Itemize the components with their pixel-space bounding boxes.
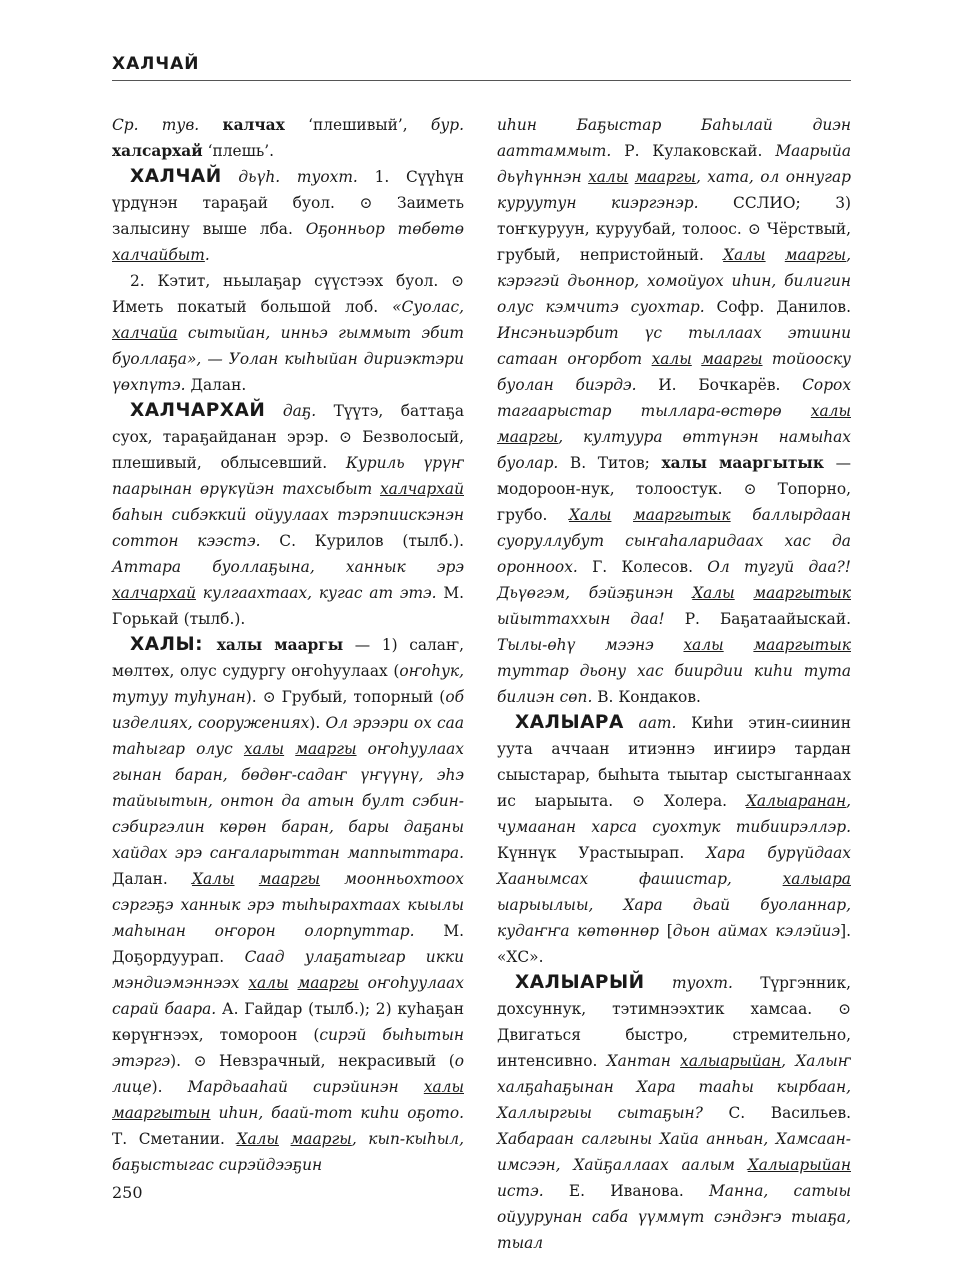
text-run: Күннүк Урастыырап. <box>497 844 707 862</box>
text-run: . <box>204 246 210 264</box>
text-run: , кэрэгэй дьоннор, хомойуох иһин, билигин олус кэмчитэ суохтар. <box>497 246 851 316</box>
text-run <box>692 350 701 368</box>
text-run: Халыаранан <box>745 792 847 810</box>
running-head-title: ХАЛЧАЙ <box>112 54 200 74</box>
text-run: моонньохтоох сэргэҕэ ханнык эрэ тыһырахтаах кыылы маһынан оҥорон олорпуттар. <box>112 870 464 940</box>
text-run: халчайа <box>112 324 178 342</box>
text-run: Т. Сметании. <box>112 1130 237 1148</box>
text-run: , Халыҥ халҕаһаҕынан Хара тааһы кырбаан, Халлыргыы сытаҕын? <box>497 1052 851 1122</box>
dictionary-paragraph <box>497 710 851 970</box>
text-run: Хара бурүйдаах Хаанымсах фашистар, <box>497 844 851 888</box>
text-run: Халы <box>568 506 612 524</box>
text-run: мааргы <box>290 1130 352 1148</box>
text-run: халы мааргытык <box>661 454 824 472</box>
text-run: даҕ. <box>265 402 317 420</box>
text-run: Тылы-өһү мээнэ <box>497 636 684 654</box>
text-run: Саад улаҕатыгар икки мэндиэмэннээх <box>112 948 464 992</box>
text-run: , култуура өттүнэн намыһах буолар. <box>497 428 851 472</box>
text-run: Куриль үрүҥ паарынан өрүкүйэн тахсыбыт <box>112 454 464 498</box>
text-run: «Суолас, <box>392 298 464 316</box>
text-run: Сорох тагаарыстар тыллара-өстөрө <box>497 376 851 420</box>
text-run: сирэй быһытын этэргэ <box>112 1026 464 1070</box>
text-run: халы <box>248 974 289 992</box>
text-run <box>235 870 259 888</box>
text-run: халчайбыт <box>112 246 205 264</box>
text-run: халы <box>651 350 692 368</box>
text-run: халсархай <box>112 142 203 160</box>
text-run: мааргытык <box>753 636 851 654</box>
text-run: ‘плешь’. <box>202 142 275 160</box>
text-run: иһин Баҕыстар Баһылай диэн ааттаммыт. <box>497 116 851 160</box>
text-run: мааргытык <box>753 584 851 602</box>
text-run: Р. Баҕатаайыскай. <box>664 610 851 628</box>
dictionary-paragraph <box>112 112 464 164</box>
text-run: оҥоһуулаах сарай баара. <box>112 974 464 1018</box>
text-run: Халы <box>692 584 735 602</box>
text-run: оҥоһуулаах гынан баран, бөдөҥ-садаҥ үҥүүнү, эһэ тайыытын, онтон да атын булт сэбин-сэбиргэлин көрөн баран, бары даҕаны хайдах эрэ саҥаларыттан маппыттара. <box>112 740 464 862</box>
text-run: Оҕонньор төбөтө <box>305 220 465 238</box>
text-run: Софр. Данилов. <box>704 298 851 316</box>
text-run: халы мааргы <box>216 636 344 654</box>
text-run <box>611 506 633 524</box>
text-run: туохт. <box>644 974 733 992</box>
text-run: Түүтэ, баттаҕа суох, тараҕайданан эрэр. ⊙ Безволосый, плешивый, облысевший. <box>112 402 464 472</box>
text-run: халы <box>423 1078 464 1096</box>
text-run: Ол тугуй даа?! Дьүөгэм, бэйэҕинэн <box>497 558 851 602</box>
text-run <box>735 584 754 602</box>
text-run: ыарыылыы, Хара дьай буоланнар, кудаҥҥа көтөннөр <box>497 896 851 940</box>
text-run: истэ. <box>497 1182 544 1200</box>
text-run: ‘плешивый’, <box>284 116 431 134</box>
text-run: ]. «ХС». <box>497 922 851 966</box>
text-run: С. Курилов (тылб.). <box>260 532 464 550</box>
text-run: мааргы <box>295 740 357 758</box>
dictionary-paragraph <box>112 632 464 1178</box>
text-run: об изделиях, сооружениях <box>112 688 464 732</box>
text-run: Р. Кулаковскай. <box>611 142 776 160</box>
text-run: о лице <box>112 1052 464 1096</box>
text-run <box>279 1130 291 1148</box>
text-run: халы <box>243 740 285 758</box>
text-run: Ол эрээри ох саа таһыгар олус <box>112 714 464 758</box>
text-run <box>284 740 295 758</box>
text-run: сытыйан, инньэ гыммыт эбит буоллаҕа», — Уолан кыһыйан дириэктэри үөхпүтэ. <box>112 324 464 394</box>
text-run: мааргытык <box>633 506 731 524</box>
text-run: аат. <box>623 714 677 732</box>
text-run: мааргы <box>297 974 359 992</box>
text-run: Г. Колесов. <box>577 558 708 576</box>
text-run: халчархай <box>379 480 464 498</box>
text-run: 1. Сүүһүн үрдүнэн тараҕай буол. ⊙ Заиметь залысину выше лба. <box>112 168 465 238</box>
text-run: калчах <box>222 116 285 134</box>
text-run: , хата, ол оннугар куруутун киэргэнэр. <box>497 168 851 212</box>
text-run: В. Кондаков. <box>592 688 701 706</box>
text-run: Халы <box>236 1130 279 1148</box>
text-run: Далан. <box>185 376 247 394</box>
text-run: А. Гайдар (тылб.); 2) куһаҕан көрүҥнээх, томороон ( <box>112 1000 464 1044</box>
dictionary-paragraph <box>112 164 464 268</box>
text-run: халчархай <box>112 584 197 602</box>
text-run: Аттара буоллаҕына, ханнык эрэ <box>112 558 464 576</box>
text-run: Е. Иванова. <box>543 1182 710 1200</box>
text-run: мааргы <box>497 428 559 446</box>
text-run: Мардьааһай сирэйинэн <box>187 1078 424 1096</box>
page-number: 250 <box>112 1183 143 1202</box>
text-run: тойооску буолан биэрдэ. <box>497 350 851 394</box>
headword: ХАЛЫАРЫЙ <box>515 972 645 993</box>
text-run: Ср. тув. <box>112 116 223 134</box>
text-run: Инсэньиэрбит үс тыллаах этиини сатаан оҥорбот <box>497 324 851 368</box>
text-run <box>766 246 785 264</box>
text-run: 2. Кэтит, ньылаҕар сүүстээх буол. ⊙ Иметь покатый большой лоб. <box>112 272 464 316</box>
text-run: мааргы <box>701 350 763 368</box>
headword: ХАЛЫАРА <box>515 712 624 733</box>
left-column <box>112 112 464 1178</box>
text-run: халы <box>810 402 851 420</box>
text-run: Киһи этин-сиинин уута аччаан итиэннэ иҥиирэ тардан сыыстарар, быһыта тыытар сыстыганнаах ис ыарыыта. ⊙ Холера. <box>497 714 851 810</box>
dictionary-paragraph <box>497 970 851 1256</box>
text-run: ). ⊙ Грубый, топорный ( <box>245 688 446 706</box>
text-run: бур. <box>430 116 464 134</box>
text-run: И. Бочкарёв. <box>636 376 803 394</box>
text-run: халы <box>588 168 629 186</box>
text-run: ). ⊙ Невзрачный, некрасивый ( <box>170 1052 455 1070</box>
text-run: мааргытын <box>112 1104 211 1122</box>
text-run: — модороон-нук, толоостук. ⊙ Топорно, грубо. <box>497 454 851 524</box>
headword: ХАЛЧАЙ <box>130 166 222 187</box>
running-header <box>112 52 851 81</box>
text-run: , кып-кыһыл, баҕыстыгас сирэйдээҕин <box>112 1130 464 1174</box>
text-run: В. Титов; <box>558 454 662 472</box>
headword: ХАЛЧАРХАЙ <box>130 400 266 421</box>
text-run: Халыарыйан <box>747 1156 851 1174</box>
text-run: баһын сибэккиӥ ойуулаах тэрэпиискэнэн соттон кээстэ. <box>112 506 464 550</box>
text-run: халыарыйан <box>680 1052 782 1070</box>
text-run: мааргы <box>784 246 847 264</box>
text-run: баллырдаан суоруллубут сыҥаһаларидаах хас да оронноох. <box>497 506 851 576</box>
text-run: — 1) салаҥ, мөлтөх, олус судургу оҥоһуулаах ( <box>112 636 464 680</box>
headword: ХАЛЫ: <box>130 634 217 655</box>
dictionary-paragraph <box>112 398 464 632</box>
text-run: халыара <box>782 870 851 888</box>
right-column <box>497 112 851 1256</box>
text-run: оҥоһук, тутуу туһунан <box>112 662 464 706</box>
dictionary-paragraph <box>497 112 851 710</box>
text-run <box>724 636 754 654</box>
text-run: мааргы <box>634 168 696 186</box>
text-run: мааргы <box>258 870 321 888</box>
text-run: С. Васильев. <box>702 1104 851 1122</box>
text-run: туттар дьону хас биирдии киһи тута билиэн сөп. <box>497 662 851 706</box>
text-run: М. Горькай (тылб.). <box>112 584 464 628</box>
text-run: Хантан <box>606 1052 681 1070</box>
text-run: дьон аймах кэлэйиэ <box>672 922 841 940</box>
text-run: ыйыттаххын даа! <box>497 610 665 628</box>
text-run: Маарыйа дьүһүннэн <box>497 142 851 186</box>
text-run: ). <box>151 1078 188 1096</box>
dictionary-paragraph <box>112 268 464 398</box>
text-run: иһин, баай-тот киһи оҕото. <box>210 1104 464 1122</box>
text-run: ССЛИО; 3) тоҥкуруун, куруубай, толоос. ⊙ Чёрствый, грубый, непристойный. <box>497 194 851 264</box>
text-run: Түргэнник, дохсуннук, тэтимнээхтик хамсаа. ⊙ Двигаться быстро, стремительно, интенсивно. <box>497 974 851 1070</box>
text-run: М. Доҕордуурап. <box>112 922 464 966</box>
text-run: , чумаанан харса суохтук тибиирэллэр. <box>497 792 851 836</box>
text-run: Далан. <box>112 870 193 888</box>
text-run: [ <box>659 922 673 940</box>
text-run: кулгаахтаах, кугас ат этэ. <box>196 584 437 602</box>
text-run: Халы <box>192 870 235 888</box>
text-run: Манна, сатыы ойуурунан саба үүммүт сэндэҥэ тыаҕа, тыал <box>497 1182 851 1252</box>
text-run: Халы <box>723 246 766 264</box>
text-run: ). <box>309 714 326 732</box>
text-run: Хабараан салгыны Хайа анньан, Хамсаан-имсээн, Хайҕаллаах аалым <box>497 1130 851 1174</box>
text-run: халы <box>683 636 724 654</box>
text-run: дьүһ. туохт. <box>221 168 358 186</box>
